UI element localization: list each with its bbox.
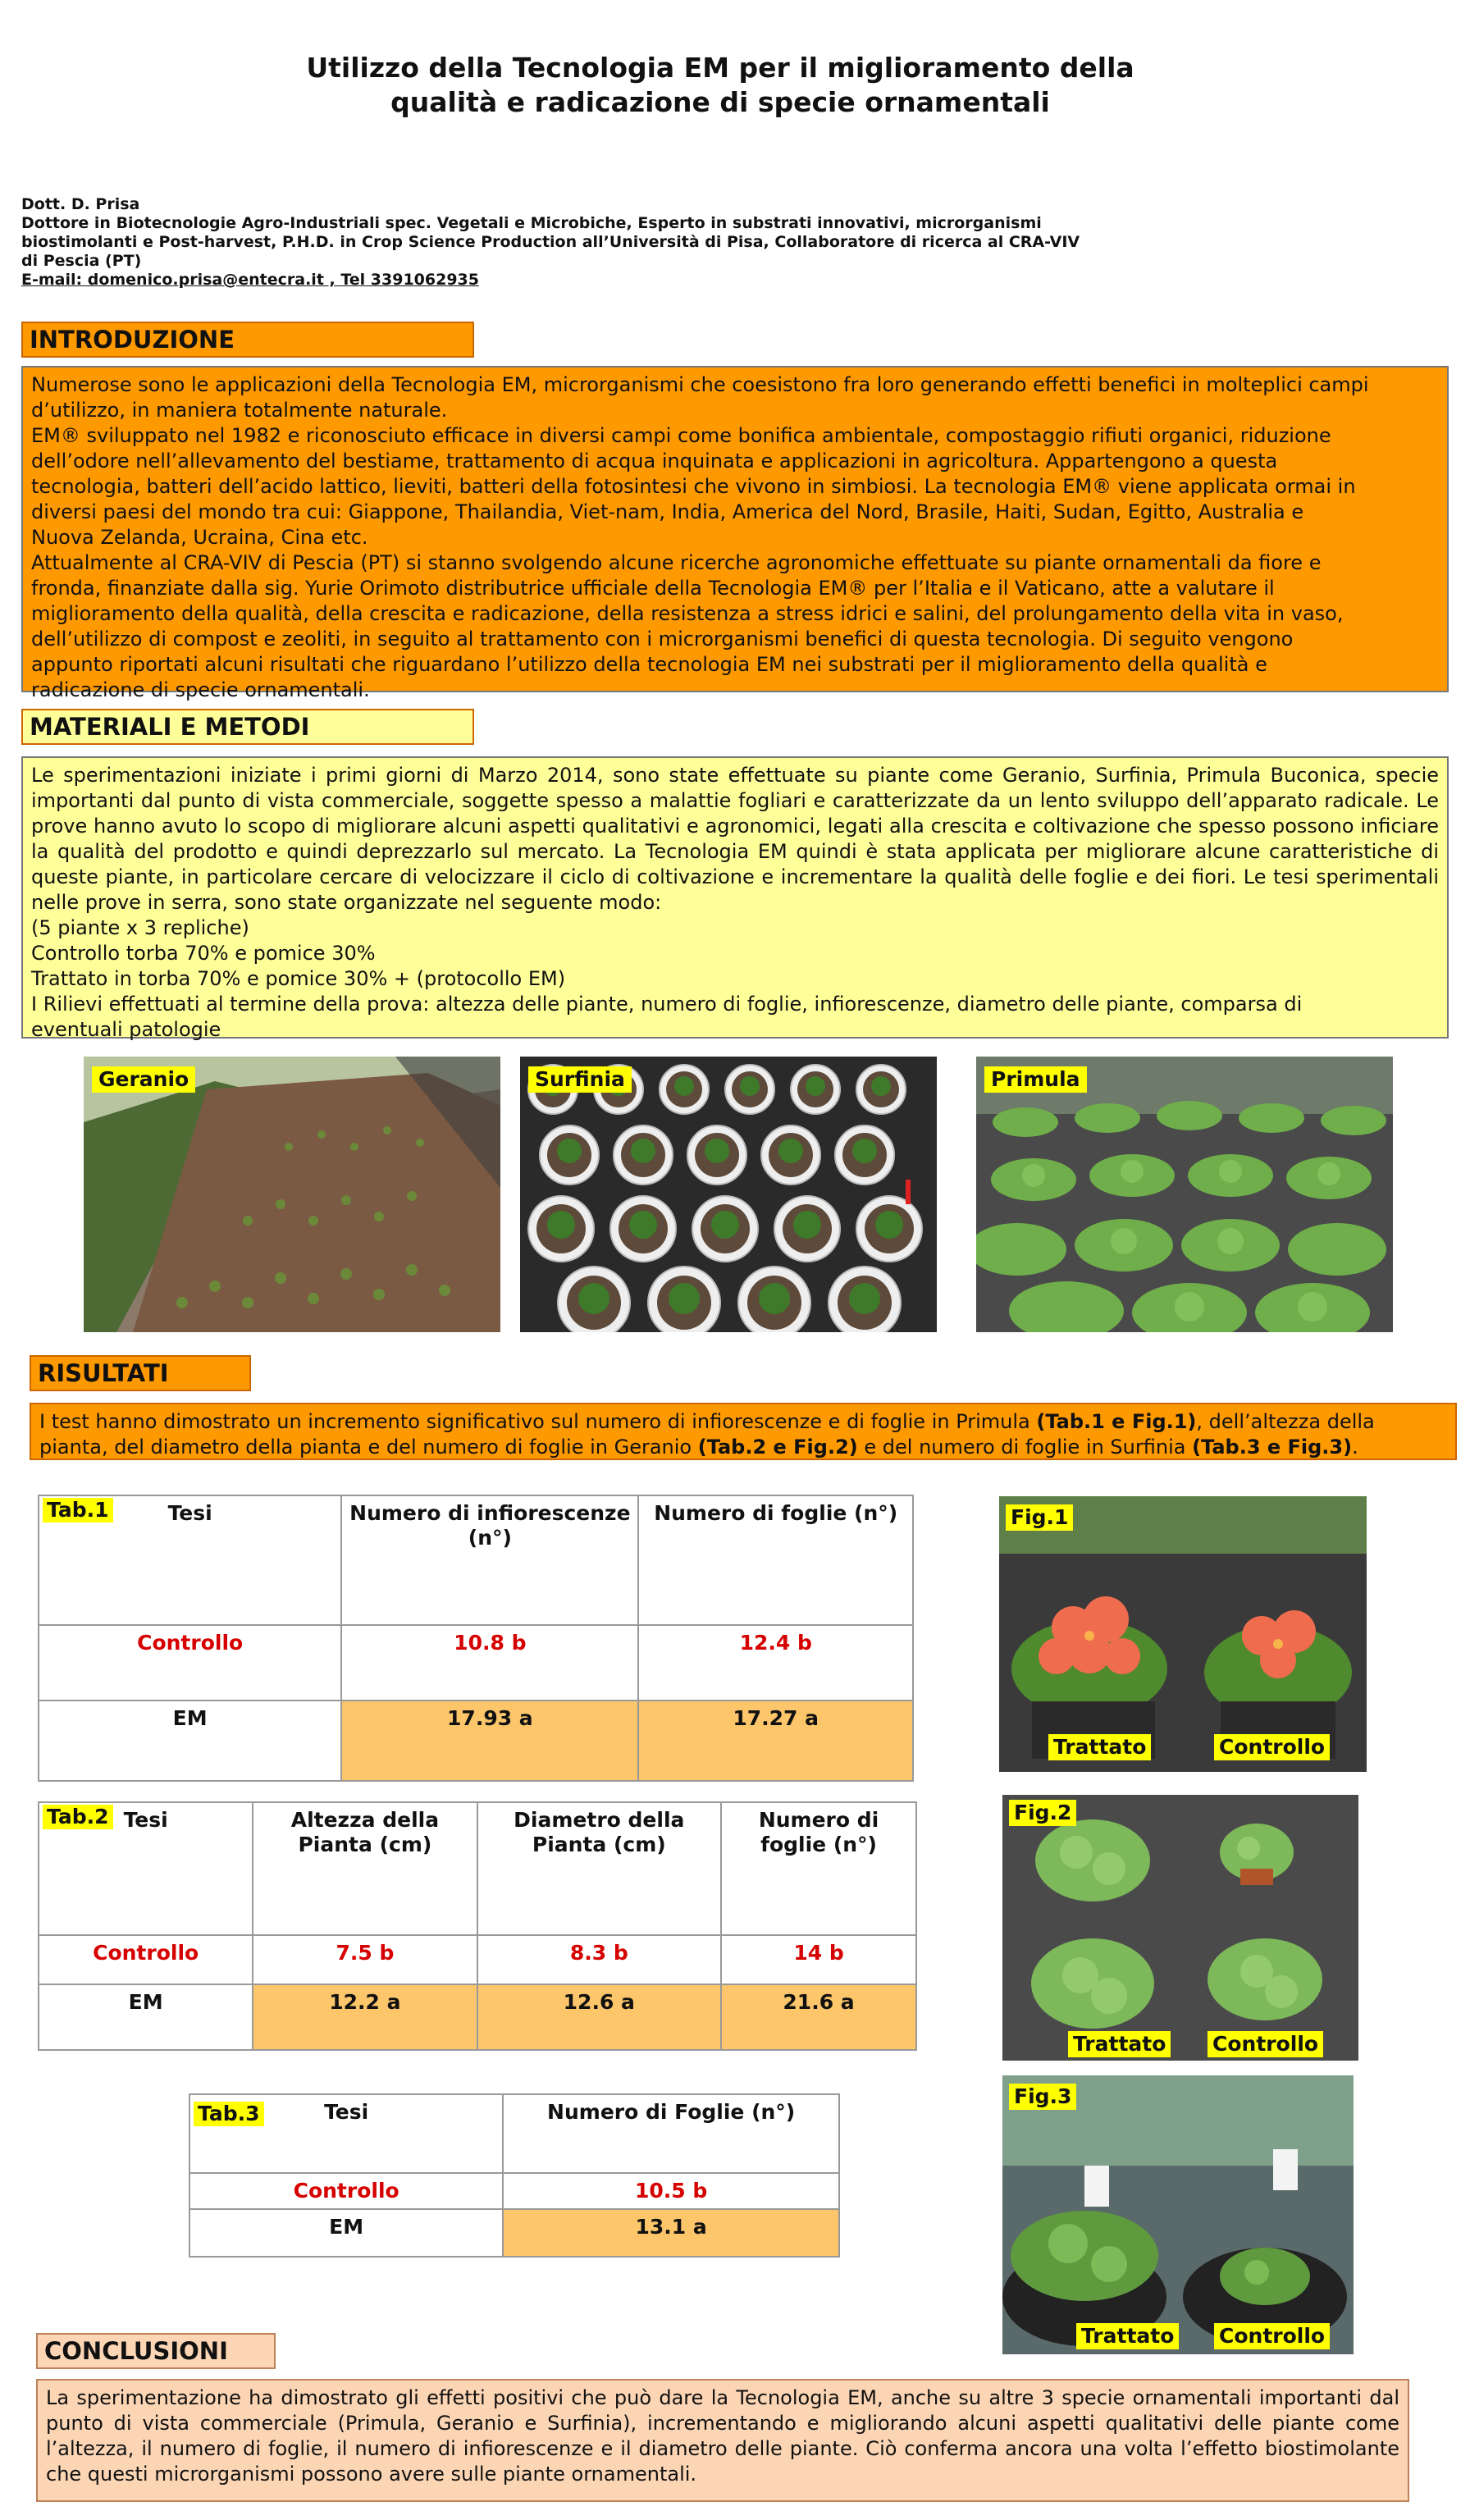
tab3-cell: 13.1 a [503,2209,839,2257]
intro-line: fronda, finanziate dalla sig. Yurie Orimoto distributrice ufficiale della Tecnologia EM® per l’Italia e il Vaticano, atte a valutare il [31,577,1275,600]
fig3-photo [1002,2075,1354,2354]
tab2-header-tesi: Tesi [39,1802,253,1935]
fig1-label-trattato: Trattato [1048,1734,1151,1760]
tab2-table [38,1801,917,2051]
tab3-cell: 10.5 b [503,2173,839,2209]
intro-line: dell’odore nell’allevamento del bestiame, trattamento di acqua inquinata e applicazioni in agricoltura. Appartengono a questa [31,450,1278,472]
tab1-cell: 10.8 b [341,1625,638,1701]
tab2-header-diametro: Diametro della Pianta (cm) [477,1802,722,1935]
intro-line: EM® sviluppato nel 1982 e riconosciuto efficace in diversi campi come bonifica ambientale, compostaggio rifiuti organici, riduzione [31,424,1331,447]
tab1-cell: 17.93 a [341,1701,638,1781]
results-ref-tab2: (Tab.2 e Fig.2) [697,1436,858,1459]
results-ref-tab3: (Tab.3 e Fig.3) [1192,1436,1353,1459]
fig2-label-controllo: Controllo [1208,2031,1323,2057]
tab1-table [38,1495,914,1782]
results-text-part: , dell’altezza della pianta, del diametro della pianta e del numero di foglie in Geranio [39,1410,1375,1459]
fig3-label-trattato: Trattato [1076,2323,1179,2349]
methods-paragraph: Le sperimentazioni iniziate i primi giorni di Marzo 2014, sono state effettuate su piante come Geranio, Surfinia, Primula Buconica, specie importanti dal punto di vista commerciale, soggette spesso a malattie fogliari e caratterizzate da un lento sviluppo dell’apparato radicale. Le prove hanno avuto lo scopo di migliorare alcuni aspetti qualitativi e agronomici, legati alla crescita e coltivazione che spesso possono inficiare la qualità del prodotto e quindi deprezzarlo sul mercato. La Tecnologia EM quindi è stata applicata per migliorare alcune caratteristiche di queste piante, in particolare cercare di velocizzare il ciclo di coltivazione e incrementare la qualità delle foglie e dei fiori. Le tesi sperimentali nelle prove in serra, sono state organizzate nel seguente modo: [31,764,1439,914]
intro-heading: INTRODUZIONE [21,322,474,358]
intro-lines [31,372,1439,703]
fig1-label-controllo: Controllo [1214,1734,1330,1760]
results-text [30,1403,1457,1460]
intro-line: miglioramento della qualità, della crescita e radicazione, della resistenza a stress idrici e salini, del prolungamento della vita in vaso, [31,602,1344,625]
tab2-cell: 12.2 a [253,1984,477,2050]
intro-line: d’utilizzo, in maniera totalmente naturale. [31,399,448,422]
author-name: Dott. D. Prisa [21,195,140,213]
tab3-row-controllo [189,2173,839,2209]
author-affiliation-2: biostimolanti e Post-harvest, P.H.D. in Crop Science Production all’Università di Pisa, Collaboratore di ricerca al CRA-VIV [21,233,1080,251]
tab2-header-row [39,1802,916,1935]
tab1-header-foglie: Numero di foglie (n°) [638,1495,913,1625]
methods-list-item: Trattato in torba 70% e pomice 30% + (protocollo EM) [31,967,566,990]
author-block [21,195,1121,290]
author-affiliation-3: di Pescia (PT) [21,252,142,270]
title-line-2: qualità e radicazione di specie ornamentali [390,86,1050,118]
tab2-row-em [39,1984,916,2050]
methods-list [31,915,1439,1043]
intro-line: tecnologia, batteri dell’acido lattico, lieviti, batteri della fotosintesi che vivono in simbiosi. La tecnologia EM® viene applicata ormai in [31,475,1356,498]
intro-line: dell’utilizzo di compost e zeoliti, in seguito al trattamento con i microrganismi benefici di questa tecnologia. Di seguito vengono [31,628,1294,651]
tab1-tag: Tab.1 [43,1498,113,1522]
results-text-part: e del numero di foglie in Surfinia [857,1436,1193,1459]
intro-text [21,366,1449,701]
tab3-header-tesi: Tesi [189,2094,503,2173]
tab2-tag: Tab.2 [43,1805,113,1829]
methods-text [21,756,1449,1039]
tab2-cell: EM [39,1984,253,2050]
primula-label: Primula [984,1066,1087,1093]
author-affiliation-1: Dottore in Biotecnologie Agro-Industriali spec. Vegetali e Microbiche, Esperto in substrati innovativi, microrganismi [21,214,1042,232]
fig1-tag: Fig.1 [1006,1504,1073,1531]
tab3-header-foglie: Numero di Foglie (n°) [503,2094,839,2173]
results-heading: RISULTATI [30,1355,251,1391]
intro-line: Attualmente al CRA-VIV di Pescia (PT) si stanno svolgendo alcune ricerche agronomiche effettuate su piante ornamentali da fiore e [31,551,1322,574]
surfinia-label: Surfinia [528,1066,632,1093]
poster-title [205,51,1235,120]
conclusions-text: La sperimentazione ha dimostrato gli effetti positivi che può dare la Tecnologia EM, anche su altre 3 specie ornamentali importanti dal punto di vista commerciale (Primula, Geranio e Surfinia), incrementando e migliorando alcuni aspetti qualitativi delle piante come l’altezza, il numero di foglie, il numero di infiorescenze e il diametro delle piante. Ciò conferma ancora una volta l’effetto biostimolante che questi microrganismi possono avere sulle piante ornamentali. [36,2379,1409,2502]
results-text-part: I test hanno dimostrato un incremento significativo sul numero di infiorescenze e di foglie in Primula [39,1410,1037,1433]
tab3-cell: EM [189,2209,503,2257]
methods-list-item: Controllo torba 70% e pomice 30% [31,942,376,965]
tab2-header-foglie: Numero di foglie (n°) [721,1802,916,1935]
methods-heading: MATERIALI E METODI [21,709,474,745]
tab2-cell: 14 b [721,1935,916,1984]
tab2-cell: Controllo [39,1935,253,1984]
surfinia-photo [520,1057,937,1332]
results-ref-tab1: (Tab.1 e Fig.1) [1036,1410,1197,1433]
tab3-tag: Tab.3 [194,2102,264,2126]
tab1-cell: Controllo [39,1625,341,1701]
fig1-photo [999,1496,1367,1772]
tab1-row-controllo [39,1625,913,1701]
tab1-header-row [39,1495,913,1625]
intro-line: appunto riportati alcuni risultati che riguardano l’utilizzo della tecnologia EM nei substrati per il miglioramento della qualità e [31,653,1267,676]
fig2-label-trattato: Trattato [1068,2031,1171,2057]
fig2-tag: Fig.2 [1009,1800,1076,1826]
methods-list-item: I Rilievi effettuati al termine della prova: altezza delle piante, numero di foglie, infiorescenze, diametro delle piante, comparsa di [31,993,1303,1016]
tab1-row-em [39,1701,913,1781]
intro-line: Numerose sono le applicazioni della Tecnologia EM, microrganismi che coesistono fra loro generando effetti benefici in molteplici campi [31,373,1369,396]
fig3-tag: Fig.3 [1009,2084,1076,2110]
conclusions-heading: CONCLUSIONI [36,2333,276,2369]
tab1-header-infiorescenze: Numero di infiorescenze (n°) [341,1495,638,1625]
tab2-cell: 12.6 a [477,1984,722,2050]
tab2-cell: 7.5 b [253,1935,477,1984]
author-email[interactable]: E-mail: domenico.prisa@entecra.it , Tel 3391062935 [21,271,479,289]
intro-line: Nuova Zelanda, Ucraina, Cina etc. [31,526,368,549]
tab2-cell: 21.6 a [721,1984,916,2050]
methods-list-item: (5 piante x 3 repliche) [31,916,249,939]
tab2-row-controllo [39,1935,916,1984]
tab3-table [189,2093,840,2258]
fig2-photo [1002,1795,1358,2061]
title-line-1: Utilizzo della Tecnologia EM per il miglioramento della [306,52,1134,84]
methods-list-item: eventuali patologie [31,1018,221,1041]
intro-line: radicazione di specie ornamentali. [31,678,370,701]
tab2-header-altezza: Altezza della Pianta (cm) [253,1802,477,1935]
tab1-cell: 12.4 b [638,1625,913,1701]
geranio-photo [84,1057,500,1332]
geranio-label: Geranio [92,1066,195,1093]
fig3-label-controllo: Controllo [1214,2323,1330,2349]
tab1-header-tesi: Tesi [39,1495,341,1625]
primula-photo [976,1057,1393,1332]
tab3-cell: Controllo [189,2173,503,2209]
results-text-part: . [1352,1436,1358,1459]
tab3-header-row [189,2094,839,2173]
tab2-cell: 8.3 b [477,1935,722,1984]
tab1-cell: 17.27 a [638,1701,913,1781]
tab1-cell: EM [39,1701,341,1781]
tab3-row-em [189,2209,839,2257]
intro-line: diversi paesi del mondo tra cui: Giappone, Thailandia, Viet-nam, India, America del Nord, Brasile, Haiti, Sudan, Egitto, Australia e [31,500,1304,523]
